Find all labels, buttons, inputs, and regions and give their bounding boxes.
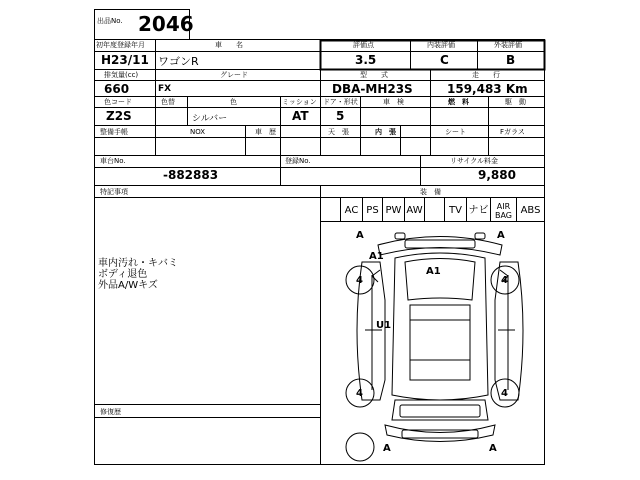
damage-mark-left-side: U1 [376, 320, 392, 331]
mission-value: AT [292, 109, 309, 123]
color-label: 色 [230, 98, 237, 106]
damage-mark-hood: A1 [426, 266, 441, 277]
score-label: 評価点 [353, 41, 374, 49]
lot-number: 2046 [138, 12, 194, 36]
exterior-label: 外装評価 [494, 41, 522, 49]
color-code-label: 色コード [104, 98, 132, 106]
history-label: 車 歴 [255, 128, 276, 136]
tire-mark-rear-left: 4 [356, 388, 363, 399]
recycle-value: 9,880 [478, 168, 516, 182]
damage-mark-hood-left: A1 [369, 251, 384, 262]
glass-label: Fガラス [500, 128, 525, 136]
displacement-value: 660 [104, 82, 130, 96]
damage-mark-rear-left: A [383, 443, 391, 454]
notes-label: 特記事項 [100, 188, 128, 196]
roof-label: 天 張 [328, 128, 349, 136]
interior-label: 内装評価 [427, 41, 455, 49]
model-value: DBA-MH23S [332, 82, 413, 96]
equip-abs: ABS [520, 205, 541, 216]
inner-trim-label: 内 張 [375, 128, 396, 136]
note-line: 外品A/Wキズ [98, 280, 158, 291]
equip-ps: PS [366, 205, 379, 216]
equip-airbag: AIR BAG [494, 202, 513, 220]
seat-label: シート [445, 128, 466, 136]
model-label: 型 式 [360, 71, 388, 79]
mission-label: ミッション [282, 98, 317, 106]
note-line: ボディ退色 [98, 269, 148, 280]
note-line: 車内汚れ・キバミ [98, 258, 178, 269]
color-value: シルバー [192, 114, 228, 124]
equip-tv: TV [449, 205, 462, 216]
tire-mark-rear-right: 4 [501, 388, 508, 399]
recycle-label: リサイクル料金 [450, 157, 499, 165]
chassis-value: -882883 [163, 168, 219, 182]
damage-mark-rear-right: A [489, 443, 497, 454]
car-name-label: 車 名 [215, 41, 243, 49]
exterior-value: B [506, 53, 516, 67]
car-name-value: ワゴンR [158, 55, 199, 68]
equip-navi: ナビ [468, 205, 489, 216]
equip-aw: AW [406, 205, 423, 216]
doors-label: ドア・形状 [323, 98, 358, 106]
displacement-label: 排気量(cc) [104, 71, 139, 79]
tire-mark-front-right: 4 [501, 275, 508, 286]
first-reg-value: H23/11 [101, 53, 149, 67]
score-value: 3.5 [355, 53, 377, 67]
equip-ac: AC [344, 205, 359, 216]
grade-value: FX [158, 84, 172, 94]
color-code-value: Z2S [106, 109, 132, 123]
damage-mark-front-left: A [356, 230, 364, 241]
inspection-label: 車 検 [383, 98, 404, 106]
equipment-label: 装 備 [420, 188, 441, 196]
reg-label: 登録No. [285, 157, 311, 165]
equip-pw: PW [385, 205, 402, 216]
color-change-label: 色替 [161, 98, 175, 106]
doors-value: 5 [336, 109, 345, 123]
mileage-label: 走 行 [472, 71, 500, 79]
nox-label: NOX [190, 128, 206, 136]
interior-value: C [440, 53, 449, 67]
manual-label: 整備手帳 [100, 128, 128, 136]
equip-blank [425, 201, 444, 221]
chassis-label: 車台No. [100, 157, 126, 165]
fuel-label: 燃 料 [448, 98, 469, 106]
grade-label: グレード [220, 71, 248, 79]
drive-label: 駆 動 [505, 98, 526, 106]
mileage-value: 159,483 Km [447, 82, 528, 96]
damage-mark-front-right: A [497, 230, 505, 241]
equip-empty-0 [321, 201, 340, 221]
lot-label: 出品No. [97, 17, 123, 25]
first-reg-label: 初年度登録年月 [96, 41, 145, 49]
tire-mark-front-left: 4 [356, 275, 363, 286]
repair-history-label: 修復歴 [100, 408, 121, 416]
